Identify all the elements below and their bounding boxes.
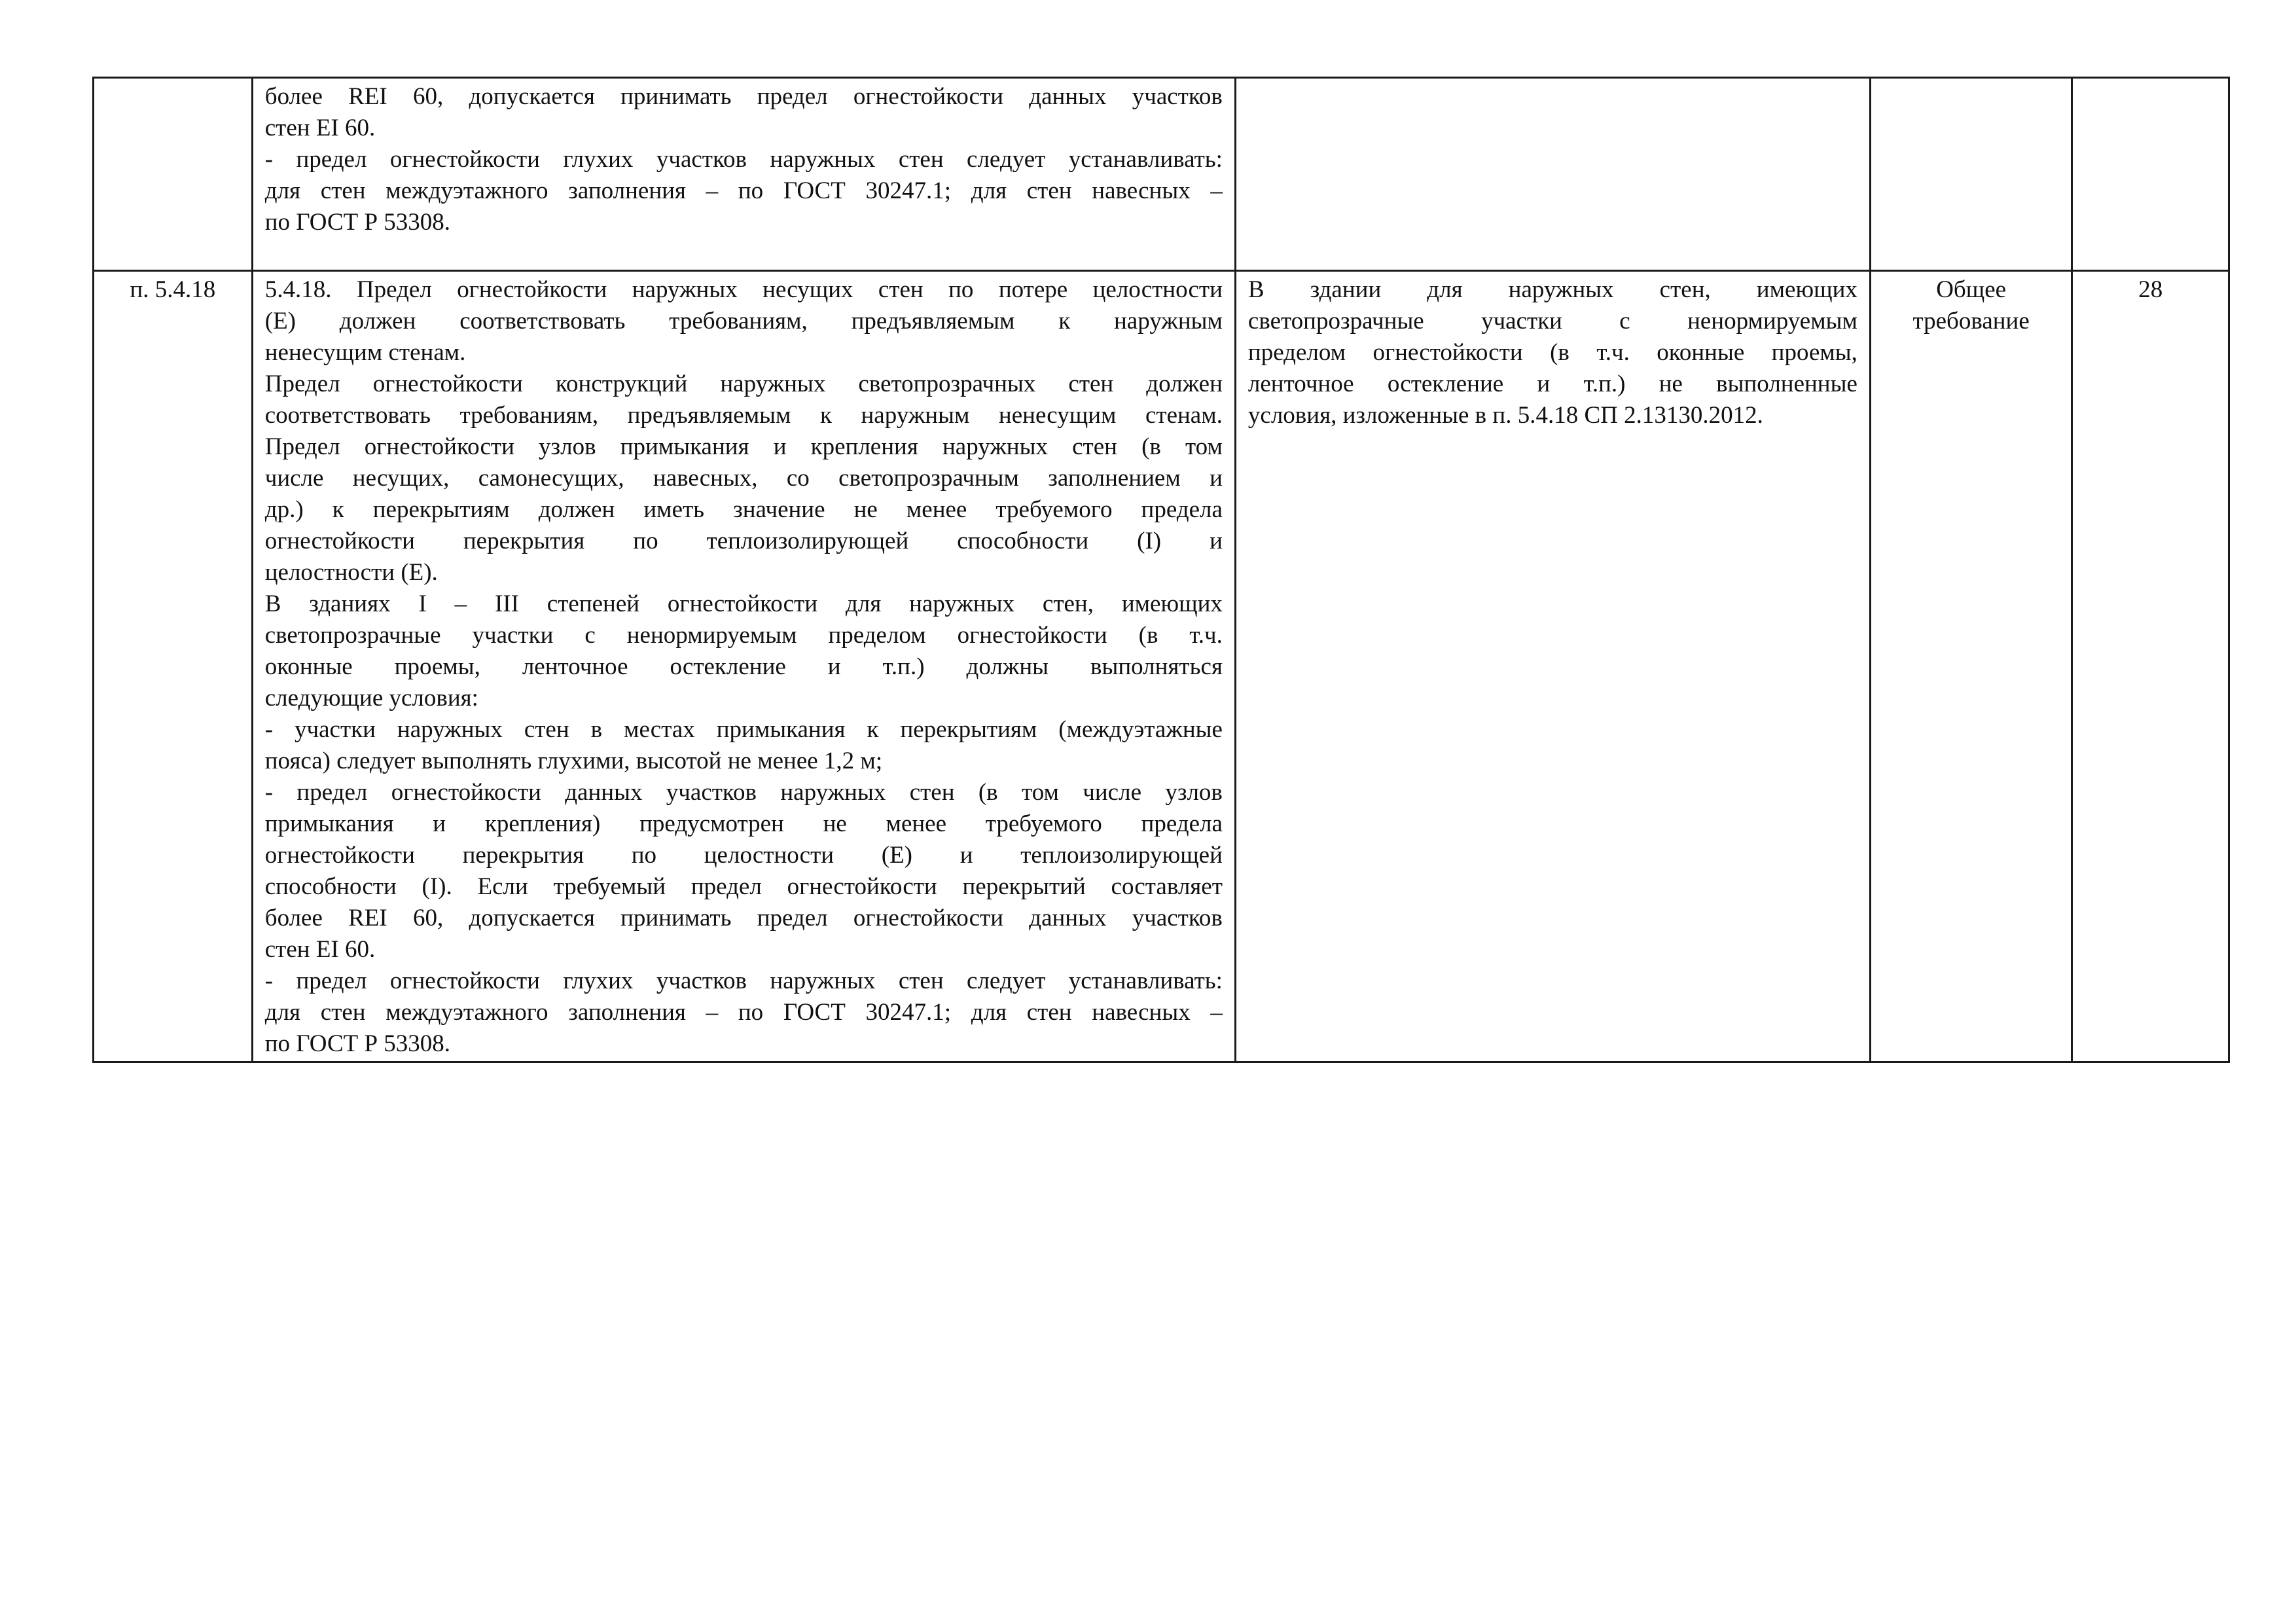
number-cell: [2072, 78, 2229, 271]
text-line: огнестойкости перекрытия по теплоизолирующей способности (I) и: [264, 528, 1223, 554]
requirement-text: [265, 81, 1223, 238]
fact-cell: [1235, 271, 1870, 1062]
text-line: оконные проемы, ленточное остекление и т.п.) должны выполняться: [264, 653, 1223, 680]
text-line: числе несущих, самонесущих, навесных, со светопрозрачным заполнением и: [264, 465, 1223, 492]
text-line: способности (I). Если требуемый предел огнестойкости перекрытий составляет: [264, 873, 1223, 900]
text-line: светопрозрачные участки с ненормируемым: [1247, 308, 1857, 334]
text-line: - участки наружных стен в местах примыкания к перекрытиям (междуэтажные: [264, 716, 1223, 743]
category-text: [1883, 274, 2059, 337]
text-line: стен EI 60.: [264, 936, 376, 963]
text-line: следующие условия:: [264, 685, 478, 712]
text-line: более REI 60, допускается принимать предел огнестойкости данных участков: [264, 83, 1223, 110]
text-line: примыкания и крепления) предусмотрен не менее требуемого предела: [264, 810, 1223, 837]
category-cell: [1870, 78, 2072, 271]
fact-text: [1248, 274, 1857, 431]
text-line: огнестойкости перекрытия по целостности (Е) и теплоизолирующей: [264, 842, 1223, 869]
fact-cell: [1235, 78, 1870, 271]
text-line: требование: [1912, 308, 2030, 334]
text-line: ненесущим стенам.: [264, 339, 466, 366]
table-row-main: [94, 271, 2229, 1062]
text-line: условия, изложенные в п. 5.4.18 СП 2.13130.2012.: [1247, 402, 1763, 429]
clause-cell: [94, 78, 253, 271]
text-line: по ГОСТ Р 53308.: [264, 209, 451, 236]
text-line: для стен междуэтажного заполнения – по ГОСТ 30247.1; для стен навесных –: [264, 999, 1223, 1026]
text-line: стен EI 60.: [264, 115, 376, 141]
text-line: (Е) должен соответствовать требованиям, предъявляемым к наружным: [264, 308, 1223, 334]
text-line: пределом огнестойкости (в т.ч. оконные проемы,: [1247, 339, 1857, 366]
text-line: светопрозрачные участки с ненормируемым пределом огнестойкости (в т.ч.: [264, 622, 1223, 649]
text-line: целостности (Е).: [264, 559, 438, 586]
text-line: соответствовать требованиям, предъявляемым к наружным ненесущим стенам.: [264, 402, 1223, 429]
text-line: В здании для наружных стен, имеющих: [1247, 276, 1857, 303]
text-line: Предел огнестойкости конструкций наружных светопрозрачных стен должен: [264, 370, 1223, 397]
text-line: по ГОСТ Р 53308.: [264, 1030, 451, 1057]
clause-cell: п. 5.4.18: [94, 271, 253, 1062]
text-line: - предел огнестойкости глухих участков наружных стен следует устанавливать:: [264, 967, 1223, 994]
text-line: Общее: [1936, 276, 2007, 303]
text-line: 5.4.18. Предел огнестойкости наружных несущих стен по потере целостности: [264, 276, 1223, 303]
text-line: - предел огнестойкости глухих участков наружных стен следует устанавливать:: [264, 146, 1223, 173]
requirement-text: [265, 274, 1223, 1060]
category-cell: [1870, 271, 2072, 1062]
text-line: В зданиях I – III степеней огнестойкости для наружных стен, имеющих: [264, 590, 1223, 617]
text-line: Предел огнестойкости узлов примыкания и крепления наружных стен (в том: [264, 433, 1223, 460]
text-line: др.) к перекрытиям должен иметь значение не менее требуемого предела: [264, 496, 1223, 523]
text-line: пояса) следует выполнять глухими, высотой не менее 1,2 м;: [264, 748, 883, 774]
document-table: [92, 77, 2230, 1063]
requirement-cell: [252, 78, 1235, 271]
table-row-continued: [94, 78, 2229, 271]
text-line: - предел огнестойкости данных участков наружных стен (в том числе узлов: [264, 779, 1223, 806]
requirement-cell: [252, 271, 1235, 1062]
number-cell: 28: [2072, 271, 2229, 1062]
text-line: более REI 60, допускается принимать предел огнестойкости данных участков: [264, 905, 1223, 931]
text-line: для стен междуэтажного заполнения – по ГОСТ 30247.1; для стен навесных –: [264, 177, 1223, 204]
text-line: ленточное остекление и т.п.) не выполненные: [1247, 370, 1857, 397]
